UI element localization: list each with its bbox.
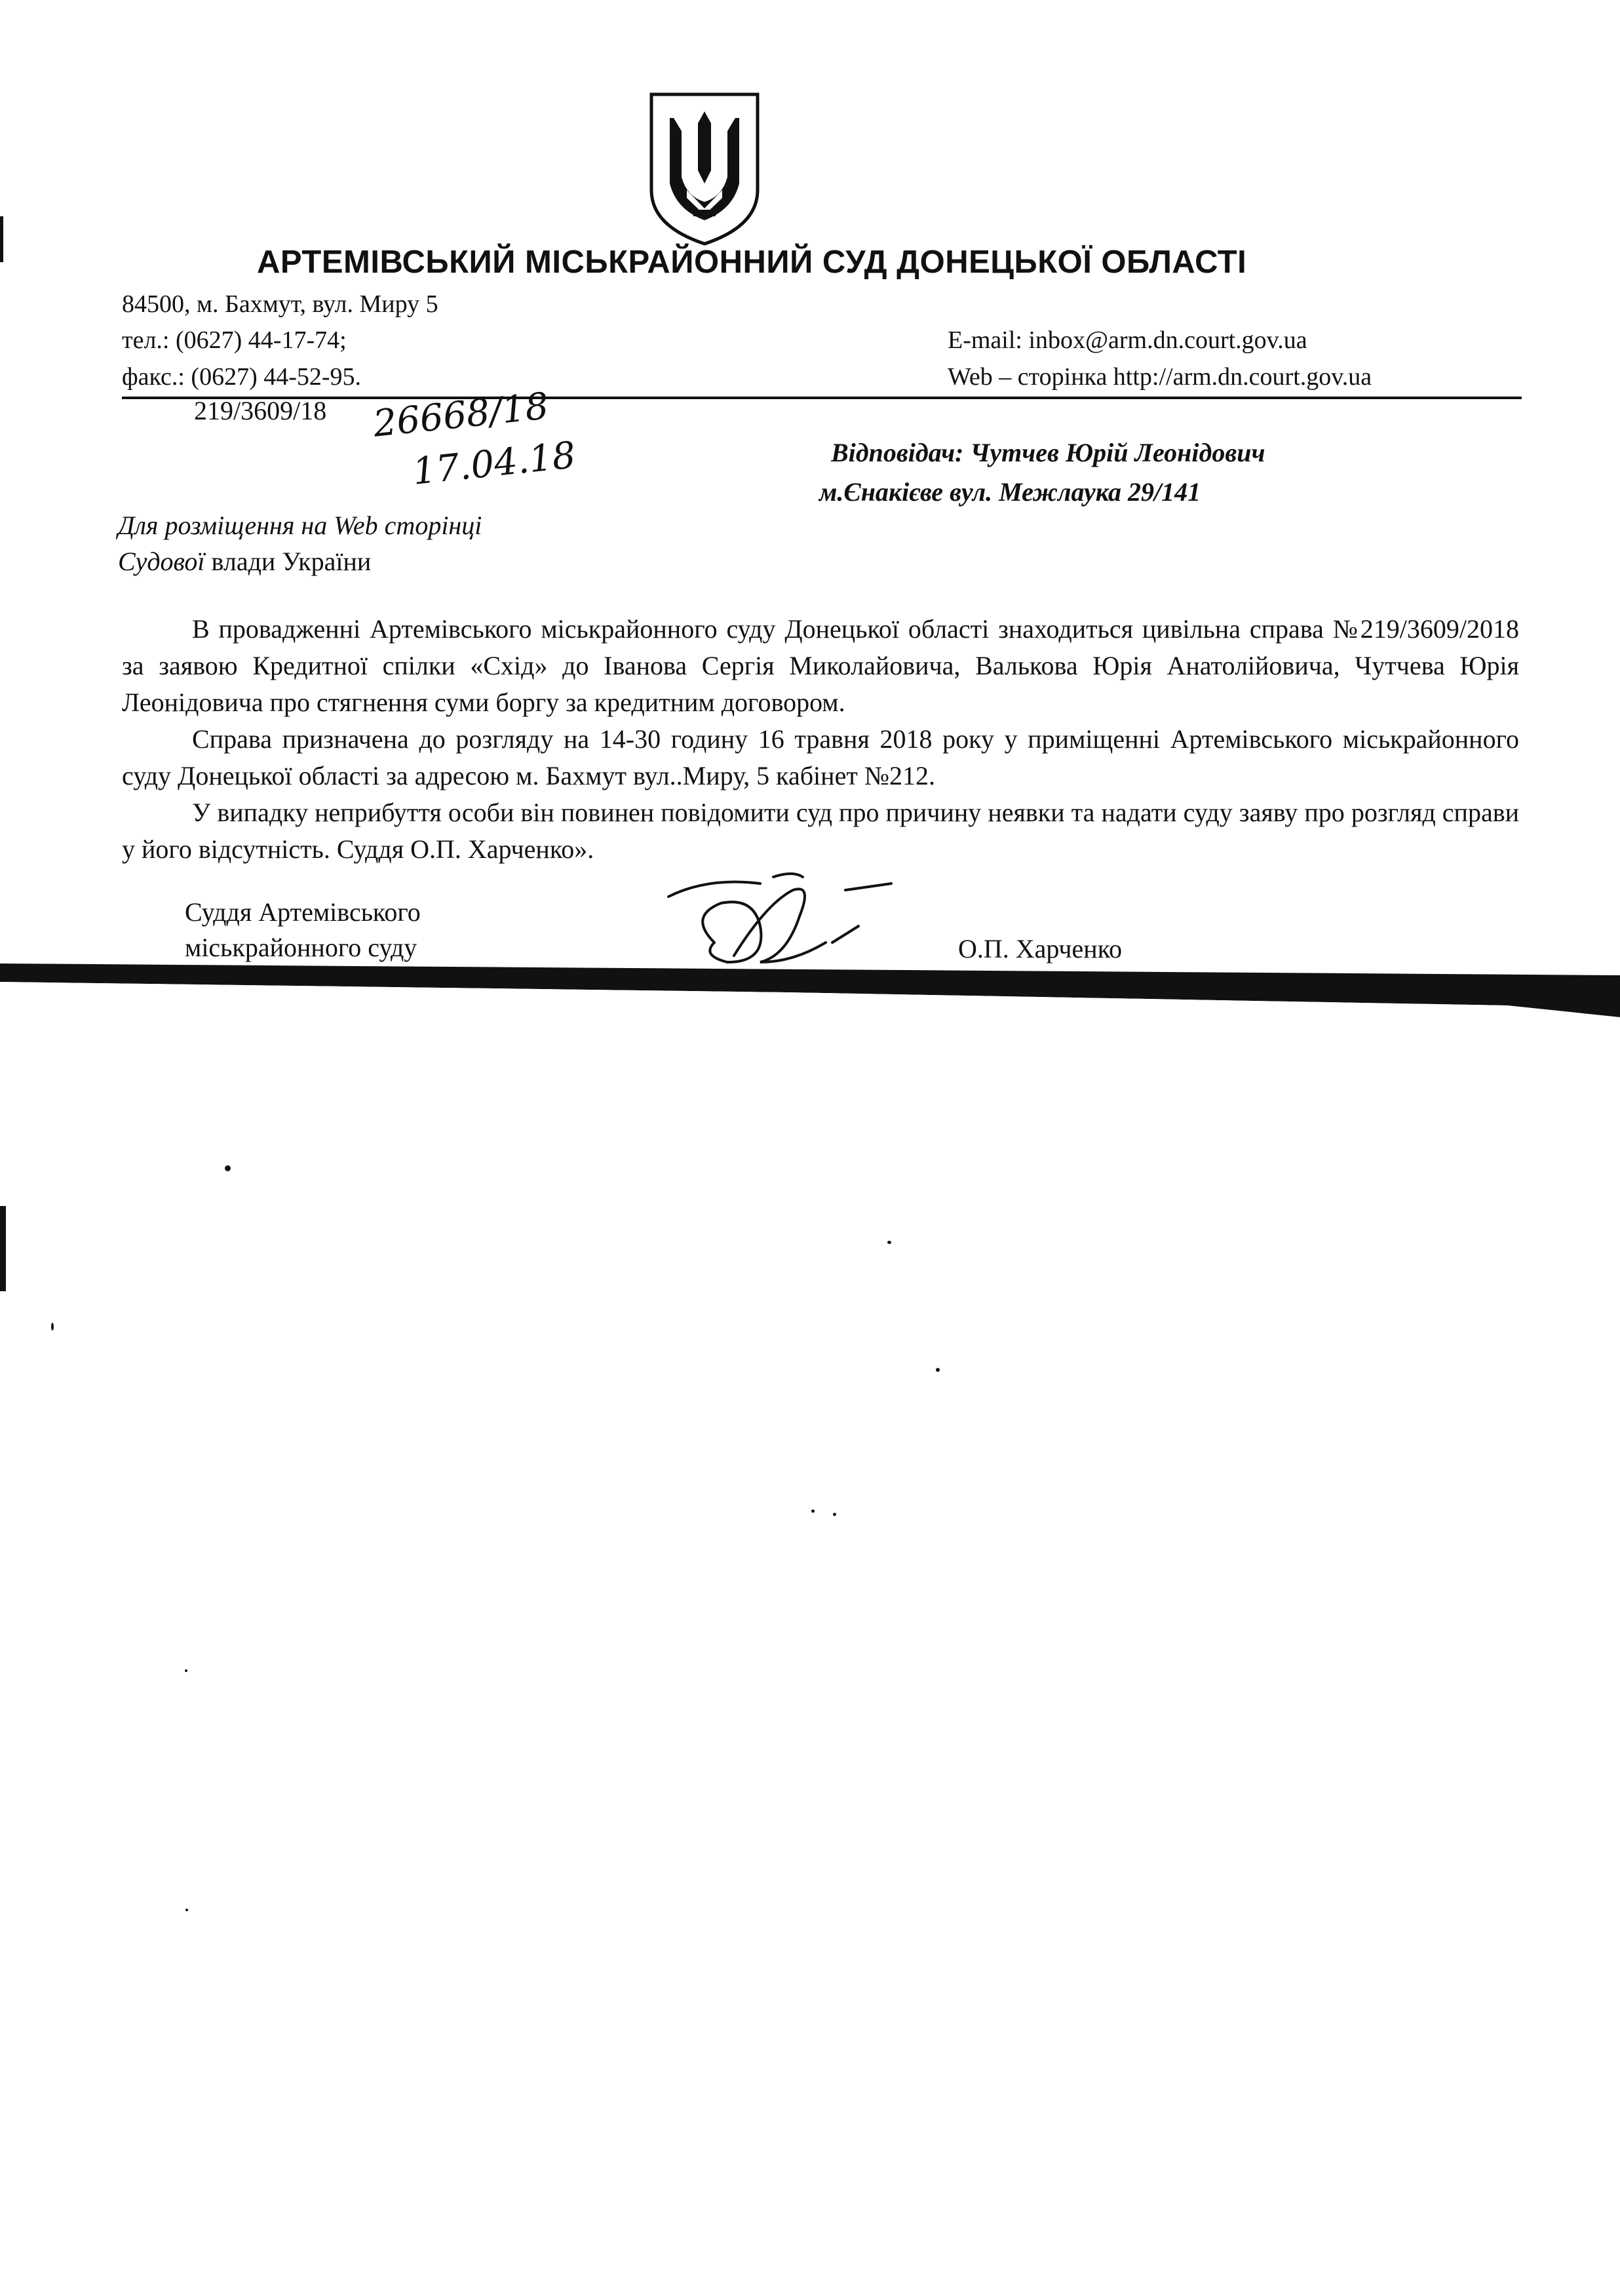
scan-speck — [833, 1513, 836, 1516]
judge-position-line2: міськрайонного суду — [185, 933, 417, 962]
letterhead-divider — [122, 397, 1522, 399]
body-paragraph-2: Справа призначена до розгляду на 14-30 годину 16 травня 2018 року у приміщенні Артемівського міськрайонного суду Донецької області за адресою м. Бахмут вул..Миру, 5 кабінет №212. — [122, 724, 1519, 790]
scan-page-edge — [0, 963, 1620, 1022]
letter-body — [122, 611, 1519, 868]
body-paragraph-3: У випадку неприбуття особи він повинен повідомити суд про причину неявки та надати суду заяву про розгляд справи у його відсутність. Суддя О.П. Харченко». — [122, 798, 1519, 864]
placement-note-line1: Для розміщення на Web сторінці — [118, 511, 482, 540]
court-address: 84500, м. Бахмут, вул. Миру 5 — [122, 290, 438, 318]
scan-margin-mark-top — [0, 216, 3, 262]
case-reference: 219/3609/18 — [194, 396, 327, 425]
handwritten-incoming-date: 17.04.18 — [410, 434, 578, 494]
handwritten-incoming-number: 26668/18 — [371, 385, 551, 446]
court-website: Web – сторінка http://arm.dn.court.gov.ua — [948, 363, 1372, 391]
scan-speck — [811, 1509, 815, 1513]
court-fax: факс.: (0627) 44-52-95. — [122, 363, 362, 391]
placement-note-line2 — [118, 546, 371, 577]
respondent-name: Відповідач: Чутчев Юрій Леонідович — [831, 438, 1265, 467]
judge-position — [185, 895, 421, 965]
scan-speck — [51, 1323, 54, 1331]
judge-position-line1: Суддя Артемівського — [185, 897, 421, 927]
respondent-address: м.Єнакієве вул. Межлаука 29/141 — [819, 477, 1201, 507]
scan-speck — [887, 1241, 891, 1244]
scan-speck — [185, 1909, 188, 1911]
placement-note-rest: влади України — [204, 547, 372, 576]
coat-of-arms-icon — [647, 92, 762, 246]
signer-name: О.П. Харченко — [958, 934, 1123, 963]
scan-speck — [936, 1368, 940, 1372]
scan-speck — [225, 1165, 231, 1171]
court-email: E-mail: inbox@arm.dn.court.gov.ua — [948, 326, 1307, 354]
court-name: АРТЕМІВСЬКИЙ МІСЬКРАЙОННИЙ СУД ДОНЕЦЬКОЇ ОБЛАСТІ — [257, 244, 1247, 280]
body-paragraph-1: В провадженні Артемівського міськрайонного суду Донецької області знаходиться цивільна справа №219/3609/2018 за заявою Кредитної спілки «Схід» до Іванова Сергія Миколайовича, Валькова Юрія Анатолійовича, Чутчева Юрія Леонідовича про стягнення суми боргу за кредитним договором. — [122, 614, 1519, 717]
court-phone: тел.: (0627) 44-17-74; — [122, 326, 347, 354]
placement-note-italic: Судової — [118, 547, 205, 576]
scan-speck — [185, 1669, 187, 1672]
scan-margin-mark-mid — [0, 1206, 6, 1291]
